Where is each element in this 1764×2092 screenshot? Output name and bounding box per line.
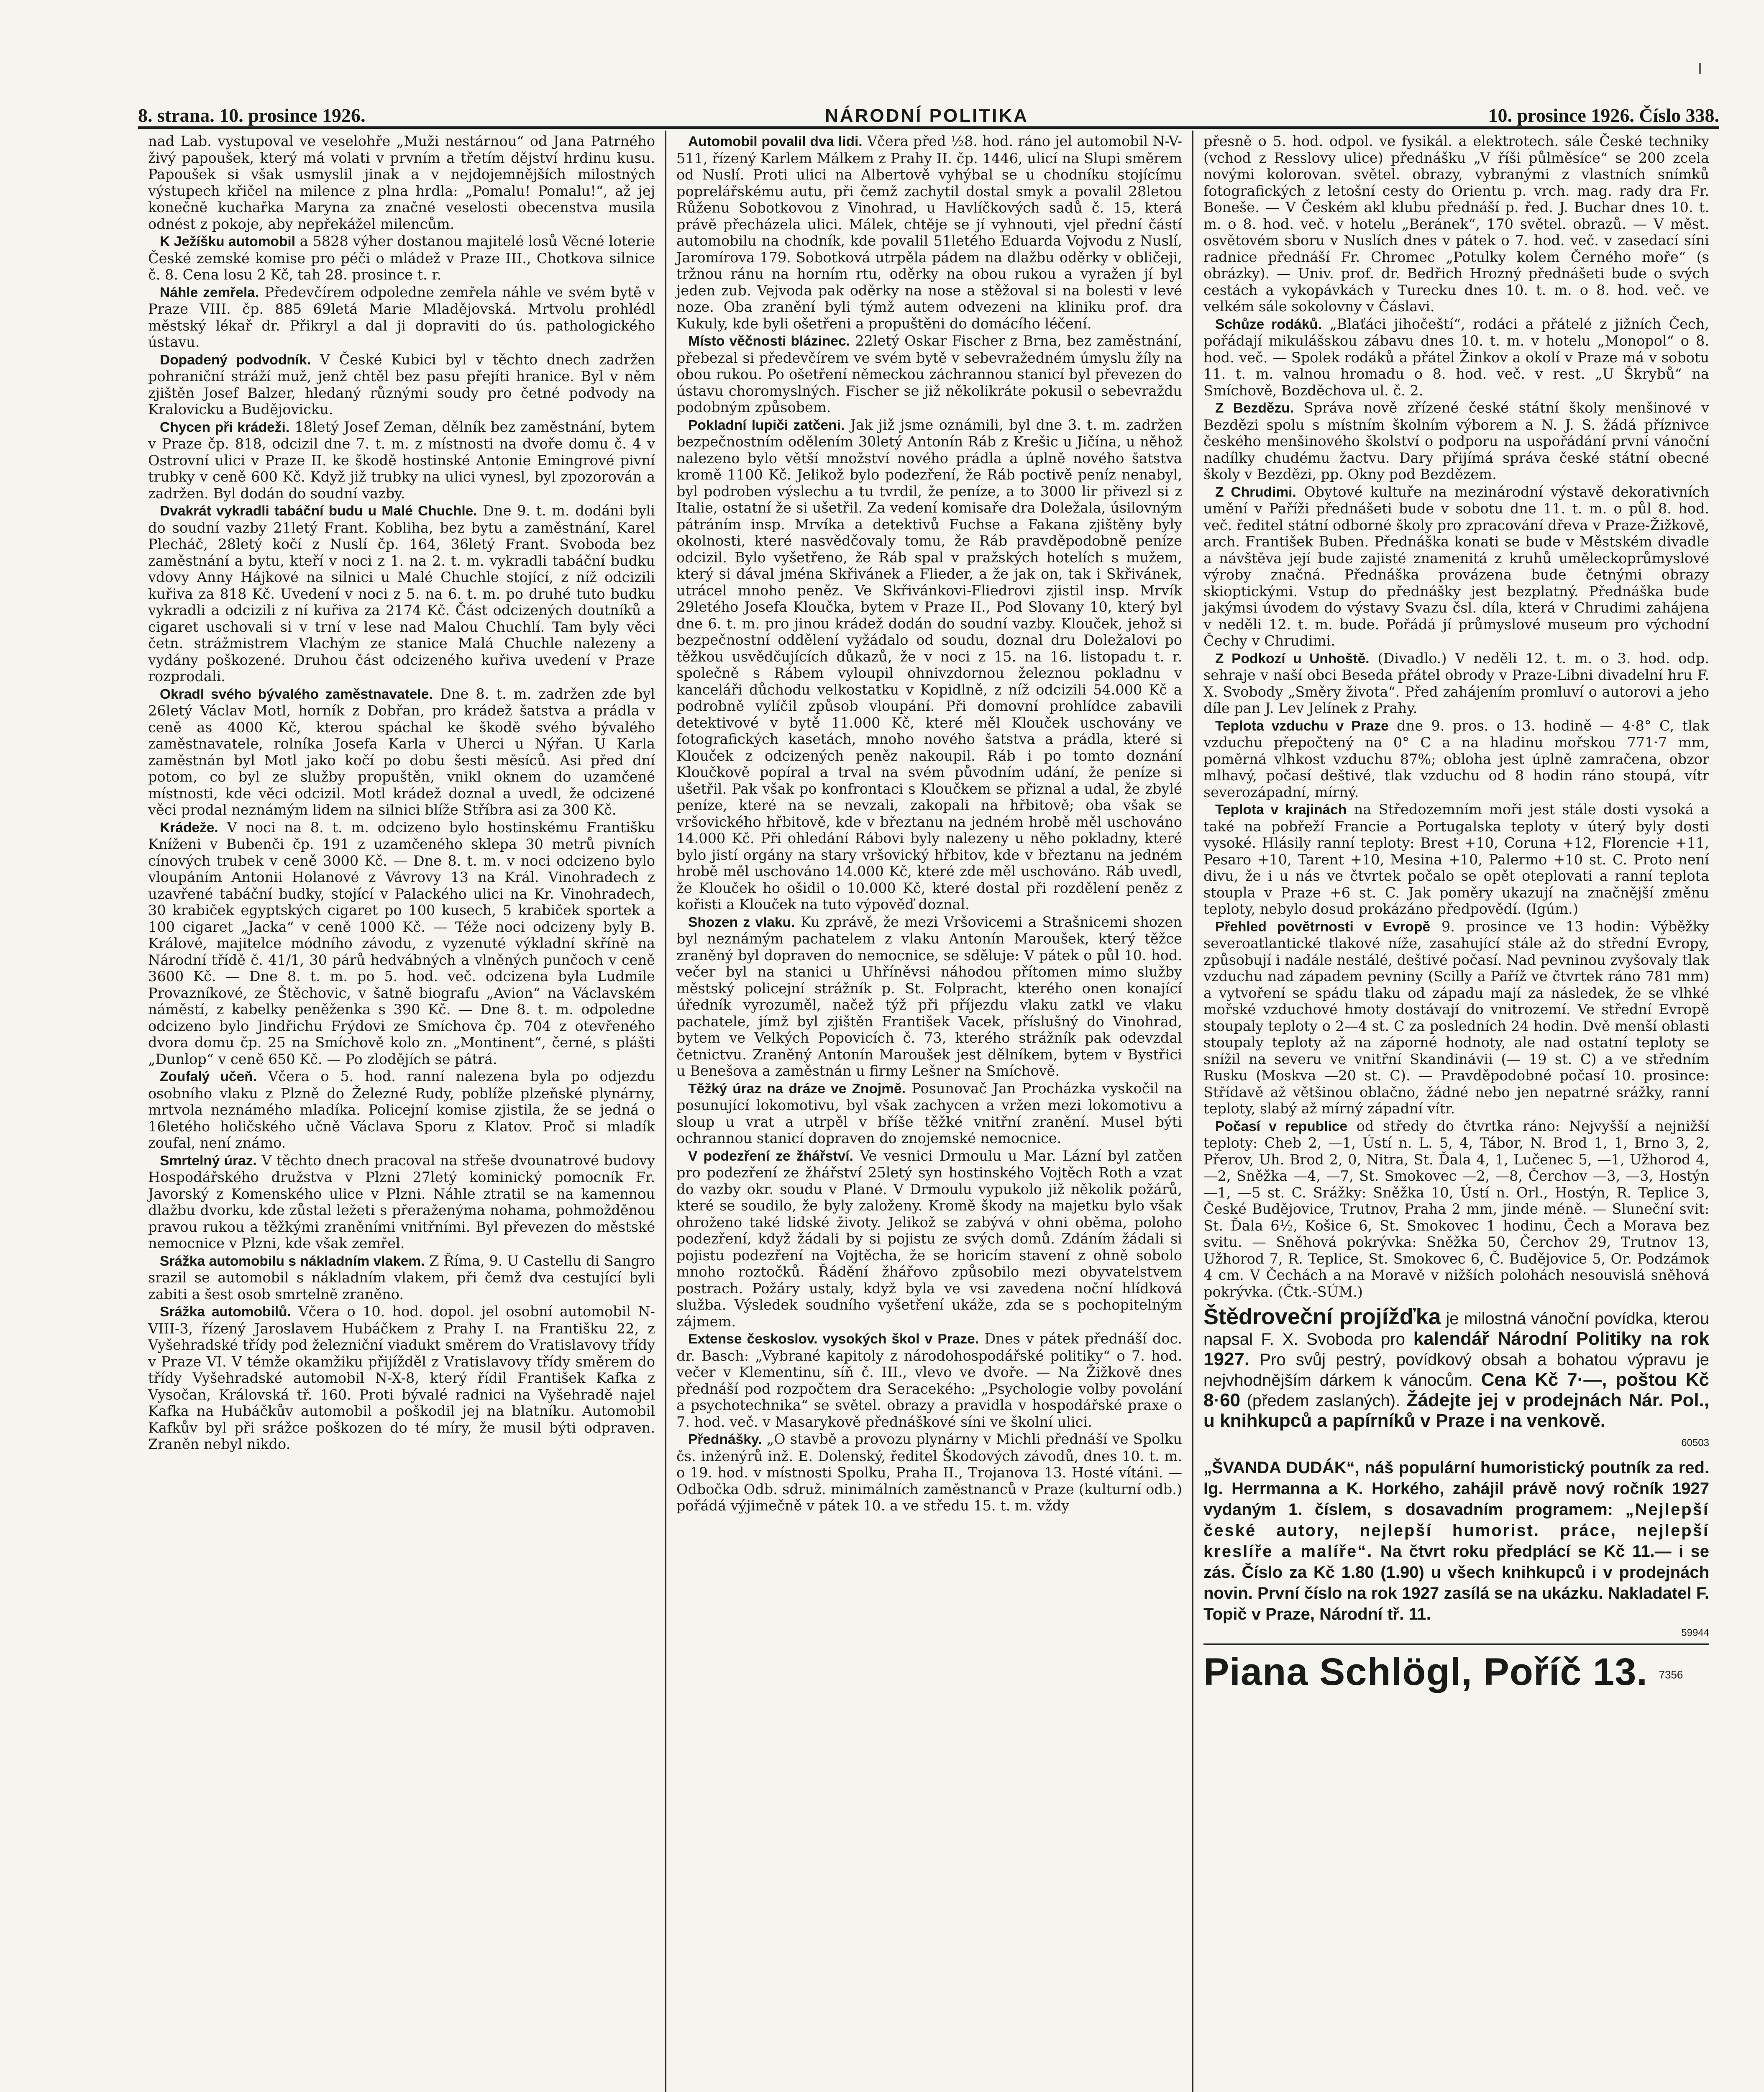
svanda-ad-p3: Na čtvrt roku předplácí se Kč 11.— i se zás. Číslo za Kč 1.80 (1.90) u všech knihkupců i v prodejnách novin. První číslo na rok 1927 zasílá se na ukázku. Nakladatel F. Topič v Praze, Národní tř. 11. xyxy=(1203,1542,1709,1623)
calendar-ad-price: Cena Kč 7·—, poštou Kč 8·60 xyxy=(1203,1369,1709,1410)
article-heading: Těžký úraz na dráze ve Znojmě. xyxy=(688,1081,906,1097)
article xyxy=(676,417,1182,913)
article xyxy=(1203,918,1709,1117)
article xyxy=(676,1080,1182,1147)
piano-ad-text: Piana Schlögl, Poříč 13. xyxy=(1203,1651,1648,1693)
article xyxy=(148,233,655,283)
calendar-ad-text-3: (předem zaslaných). xyxy=(1247,1392,1400,1410)
article-text: a 5828 výher dostanou majitelé losů Věcné loterie České zemské komise pro péči o mládež v Praze III., Chotkova silnice č. 8. Cena losu 2 Kč, tah 28. prosince t. r. xyxy=(148,233,655,283)
article-heading: Z Podkozí u Unhoště. xyxy=(1215,651,1370,667)
article-heading: Teplota vzduchu v Praze xyxy=(1215,718,1389,734)
article-text: od středy do čtvrtka ráno: Nejvyšší a nejnižší teploty: Cheb 2, —1, Ústí n. L. 5, 4, Tábor, N. Brod 1, 1, Brno 3, 2, Přerov, Uh. Brod 2, 0, Nitra, St. Ďala 4, 1, Lučenec 5, —1, Užhorod 4, —2, Sněžka —4, —7, St. Smokovec —2, —8, Čerchov —3, —3, Hostýn —1, —5 st. C. Srážky: Sněžka 10, Ústí n. Orl., Hostýn, R. Teplice 3, České Budějovice, Trutnov, Praha 2 mm, jinde méně. — Sluneční svit: St. Ďala 6½, Košice 6, St. Smokovec 1 hodinu, Čech a Morava bez svitu. — Sněhová pokrývka: Sněžka 50, Čerchov 29, Trutnov 13, Užhorod 7, R. Teplice, St. Smokovec 6, Č. Budějovice 5, Or. Podzámok 4 cm. V Čechách a na Moravě v nižších polohách nesouvislá sněhová pokrývka. (Čtk.-SÚM.) xyxy=(1203,1118,1709,1300)
article-text: 9. prosince ve 13 hodin: Výběžky severoatlantické tlakové níže, zasahující stále až do střední Evropy, způsobují i nadále nestálé, deštivé počasí. Nad pevninou zvyšovaly tlak vzduchu nad západem pevniny (Scilly a Paříž ve čtvrtek ráno 781 mm) a vytvoření se spádu tlaku od západu mají za následek, že se vlhké mořské vzduchové hmoty dostávají do vnitrozemí. Ve střední Evropě stoupaly teploty o 2—4 st. C za posledních 24 hodin. Dvě menší oblasti stoupaly teploty až na záporné hodnoty, ale nad ostatní teploty se snížil na severu ve vnitřní Skandinávii (— 19 st. C) a ve středním Rusku (Moskva —20 st. C). — Pravděpodobné počasí 10. prosince: Střídavě až většinou oblačno, žádné nebo jen nepatrné srážky, ranní teploty, slabý až mírný západní vítr. xyxy=(1203,918,1710,1117)
article-heading: K Ježíšku automobil xyxy=(160,234,296,249)
article xyxy=(148,419,655,502)
article-text: na Středozemním moři jest stále dosti vysoká a také na pobřeží Francie a Portugalska teploty v úterý byly dosti vysoké. Hlásily ranní teploty: Brest +10, Coruna +12, Florencie +11, Pesaro +10, Tarent +10, Mesina +10, Palermo +10 st. C. Proto není divu, že i u nás ve čtvrtek počalo se opět oteplovati a ranní teplota stoupla v Praze +6 st. C. Jak poměry ukazují na značnější změnu teploty, nebylo dosud prokázáno předpovědí. (Igúm.) xyxy=(1203,801,1709,917)
article-text: (Divadlo.) V neděli 12. t. m. o 3. hod. odp. sehraje v naší obci Beseda přátel obrody v Praze-Libni divadelní hru F. X. Svobody „Směry života“. Před zahájením promluví o autorovi a jeho díle pan J. Lev Jelínek z Prahy. xyxy=(1203,650,1709,716)
article xyxy=(1203,650,1709,717)
article-text: Obytové kultuře na mezinárodní výstavě dekorativních umění v Paříži přednášeti bude v sobotu dne 11. t. m. o půl 8. hod. več. ředitel státní odborné školy pro zpracování dřeva v Praze-Žižkově, arch. František Buben. Přednáška konati se bude v Městském divadle a návštěva její bude zajisté znamenitá z kruhů uměleckoprůmyslové výroby značná. Přednáška provázena bude četnými obrazy skioptickými. Vstup do přednášky jest bezplatný. Přednáška bude jakýmsi úvodem do výstavy Svazu čsl. díla, která v Chrudimi zahájena v neděli 12. t. m. bude. Pořádá jí průmyslové museum pro východní Čechy v Chrudimi. xyxy=(1203,483,1709,649)
article-heading: Počasí v republice xyxy=(1215,1118,1348,1134)
article xyxy=(1203,316,1709,399)
header-right: 10. prosince 1926. Číslo 338. xyxy=(1488,105,1719,126)
article xyxy=(1203,801,1709,918)
article-text: přesně o 5. hod. odpol. ve fysikál. a elektrotech. sále České techniky (vchod z Resslovy ulice) přednášku „V říši půlměsíce“ se 200 zcela novými kolorovan. světel. obrazy, vybranými z vlastních snímků fotografických z letošní cesty do Orientu p. vrch. mag. rady dra Fr. Boneše. — V Českém akl klubu přednáší p. řed. J. Buchar dnes 10. t. m. o 8. hod. več. v hotelu „Beránek“, 170 světel. obrazů. — V měst. osvětovém sboru v Nuslích dnes v pátek o 7. hod. več. v zasedací síni radnice přednáší Fr. Chromec „Potulky kolem Černého moře“ (s obrázky). — Univ. prof. dr. Bedřich Hrozný přednášeti bude o svých cestách a vykopávkách v Turecku dnes 10. t. m. o 8. hod. več. ve velkém sále sokolovny v Čáslavi. xyxy=(1203,133,1709,315)
article xyxy=(1203,718,1709,801)
page-header xyxy=(138,97,1719,129)
article-text: Včera o 5. hod. ranní nalezena byla po odjezdu osobního vlaku z Plzně do Železné Rudy, poblíže plzeňské plynárny, mrtvola neznámého mladíka. Policejní komise zjistila, že se jedná o 16letého holičského učně Václava Sporu z Klatov. Proč si mladík zoufal, není známo. xyxy=(148,1068,655,1151)
article xyxy=(676,133,1182,332)
article-text: Včera o 10. hod. dopol. jel osobní automobil N-VIII-3, řízený Jaroslavem Hubáčkem z Prahy I. na Františku 22, z Vyšehradské třídy pod železniční viadukt směrem do Vratislavovy třídy v Praze VI. V témže okamžiku přijížděl z Vratislavovy třídy směrem do třídy Vyšehradské automobil N-X-8, který řídil František Kafka z Vysočan, Královská tř. 160. Proti bývalé radnici na Vyšehradě najel Kafka na Hubáčkův automobil a poškodil jej na blatníku. Automobil Kafkův byl při srážce poškozen do té míry, že musil býti odpraven. Zraněn nebyl nikdo. xyxy=(148,1303,655,1452)
article xyxy=(148,1068,655,1151)
article xyxy=(676,1148,1182,1330)
article xyxy=(676,333,1182,416)
article xyxy=(148,1253,655,1303)
article xyxy=(676,1431,1182,1514)
calendar-ad-text-1: je milostná vánoční povídka, kterou napsal F. X. Svoboda pro xyxy=(1203,1310,1709,1349)
article-text: Dnes v pátek přednáší doc. dr. Basch: „Vybrané kapitoly z národohospodářské politiky“ o 7. hod. večer v Klementinu, síň č. III., vlevo ve dvoře. — Na Žižkově dnes přednáší pod rozpočtem dra Seracekého: „Psychologie volby povolání a psychotechnika“ se světel. obrazy a pravidla v hospodářské praxe o 7. hod. več. v Masarykově přednáškové síni ve školní ulici. xyxy=(676,1331,1182,1430)
article-heading: Zoufalý učeň. xyxy=(160,1069,257,1084)
article xyxy=(148,133,655,232)
article-heading: Dvakrát vykradli tabáční budu u Malé Chuchle. xyxy=(160,503,477,519)
article-heading: Smrtelný úraz. xyxy=(160,1153,257,1169)
article-heading: Srážka automobilu s nákladním vlakem. xyxy=(160,1253,425,1269)
advertisements xyxy=(1203,1304,1709,1696)
article-text: Správa nově zřízené české státní školy menšinové v Bezdězi spolu s místním školním výborem a N. J. S. žádá příznivce českého menšinového školství o podporu na uspořádání první vánoční nadílky chudému žactvu. Dary přijímá správa české státní obecné školy v Bezdězi, pp. Okny pod Bezdězem. xyxy=(1203,400,1709,482)
article-text: V noci na 8. t. m. odcizeno bylo hostinskému Františku Kníženi v Bubenči čp. 191 z uzamčeného sklepa 30 metrů pivních cínových trubek v ceně 3000 Kč. — Dne 8. t. m. v noci odcizeno bylo vloupáním Antonii Holanové z Vávrovy 13 na Král. Vinohradech z uzavřené tabáční budky, stojící v Palackého ulici na Kr. Vinohradech, 30 krabiček egyptských cigaret po 100 kusech, 5 krabiček sportek a 100 cigaret „Jacka“ v ceně 1000 Kč. — Téže noci odcizeny byly B. Králové, majitelce módního závodu, z vyzenuté výkladní skříně na Národní třídě č. 41/1, 30 párů hedvábných a vlněných punčoch v ceně 3600 Kč. — Dne 8. t. m. po 5. hod. več. odcizena byla Ludmile Provazníkové, ze Štěchovic, v šatně biografu „Avion“ na Václavském náměstí, z kabelky peněženka s 390 Kč. — Dne 8. t. m. odpoledne odcizeno bylo Jindřichu Frýdovi ze Smíchova čp. 704 z otevřeného dvora domu čp. 25 na Smíchově kolo zn. „Montinent“, černé, s plášti „Dunlop“ v ceně 650 Kč. — Po zlodějích se pátrá. xyxy=(148,819,655,1067)
article-heading: V podezření ze žhářství. xyxy=(688,1148,853,1164)
article-text: Ku zprávě, že mezi Vršovicemi a Strašnicemi shozen byl neznámým pachatelem z vlaku Antonín Maroušek, který těžce zraněný byl dopraven do nemocnice, se sděluje: V pátek o půl 10. hod. večer byl na stanici u Uhříněvsi náhodou přítomen mimo služby městský policejní strážník p. St. Folpracht, kterého onen konající úředník vyrozuměl, načež týž při příjezdu vlaku zatkl ve vlaku pachatele, jímž byl zjištěn František Vacek, příslušný do Vinohrad, bytem ve Velkých Popovicích č. 73, kterého strážník pak odevzdal četnictvu. Zraněný Antonín Maroušek jest dělníkem, bytem v Bystřici u Benešova a zaměstnán u firmy Lešner na Smíchově. xyxy=(676,913,1183,1079)
article-text: V České Kubici byl v těchto dnech zadržen pohraniční stráží muž, jenž chtěl bez pasu přejíti hranice. Byl v něm zjištěn Josef Balzer, hledaný různými soudy pro četné podvody na Kralovicku a Budějovicku. xyxy=(148,351,655,418)
article-text: „Blaťáci jihočeští“, rodáci a přátelé z jižních Čech, pořádají mikulášskou zábavu dnes 10. t. m. v hotelu „Monopol“ o 8. hod. več. — Spolek rodáků a přátel Žinkov a okolí v Praze má v sobotu 11. t. m. valnou hromadu o 8. hod. več. v rest. „U Škrybů“ na Smíchově, Bozděchova ul. č. 2. xyxy=(1203,315,1710,399)
header-left: 8. strana. 10. prosince 1926. xyxy=(138,105,366,126)
article-heading: Krádeže. xyxy=(160,820,218,836)
svanda-ad-code: 59944 xyxy=(1681,1627,1709,1638)
svanda-ad-p1: „ŠVANDA DUDÁK“, náš populární humoristický poutník za red. Ig. Herrmanna a K. Horkého, zahájil právě nový ročník 1927 vydaným 1. číslem, s dosavadním programem: xyxy=(1203,1458,1709,1519)
article-text: Ve vesnici Drmoulu u Mar. Lázní byl zatčen pro podezření ze žhářství 25letý syn hostinského Vojtěch Roth a vzat do vazby okr. soudu v Plané. V Drmoulu vypukolo již několik požárů, které se soudilo, že byly založeny. Kromě škody na majetku bylo však ohroženo také lidské životy. Jelikož se zabývá v ohni oběma, poloho podezření, když žádali by si pojistu ze svých domů. Zdáním žádali si pojistu podezření na Vojtěcha, že se horicím stavení z ohně sobolo mnoho roztočků. Řádění žhářovo způsobilo mezi obyvatelstvem postrach. Požáry ustaly, když byla ve vsi zavedena noční hlídková služba. Výsledek soudního vyšetření ukáže, zda se s pochopitelným zájmem. xyxy=(676,1147,1182,1330)
masthead-title: NÁRODNÍ POLITIKA xyxy=(825,105,1029,126)
article-heading: Schůze rodáků. xyxy=(1215,316,1322,332)
article-text: 18letý Josef Zeman, dělník bez zaměstnání, bytem v Praze čp. 818, odcizil dne 7. t. m. z místnosti na dvoře domu č. 4 v Ostrovní ulici v Praze II. ke škodě hostinské Antonie Emingrové pivní trubky v ceně 600 Kč. Když již trubky na ulici vynesl, byl zpozorován a zadržen. Byl dodán do soudní vazby. xyxy=(148,418,655,502)
calendar-ad-bold-1: kalendář Národní Politiky na rok 1927. xyxy=(1203,1328,1709,1369)
calendar-advertisement xyxy=(1203,1304,1709,1431)
column-3 xyxy=(1192,131,1719,2092)
calendar-ad-lead: Štědroveční projížďka xyxy=(1203,1304,1441,1329)
article xyxy=(1203,1118,1709,1300)
article-text: Dne 8. t. m. zadržen zde byl 26letý Václav Motl, horník z Dobřan, pro krádež šatstva a prádla v ceně as 4000 Kč, kterou spáchal ke škodě svého bývalého zaměstnavatele, rolníka Josefa Karla v Uherci u Nýřan. U Karla zaměstnán byl Motl jako kočí po dobu šesti měsíců. Asi před dní potom, co byl ze služby propuštěn, vnikl oknem do uzamčené místnosti, kde věci odcizil. Motl krádež doznal a uvedl, že odcizené věci prodal neznámým lidem na silnici blíže Stříbra asi za 300 Kč. xyxy=(148,685,655,818)
article-heading: Okradl svého bývalého zaměstnavatele. xyxy=(160,686,433,702)
column-3-articles xyxy=(1203,133,1709,1300)
article xyxy=(1203,400,1709,483)
article xyxy=(1203,133,1709,315)
columns xyxy=(138,131,1719,2092)
article-heading: Náhle zemřela. xyxy=(160,285,259,300)
calendar-ad-code: 60503 xyxy=(1681,1437,1709,1449)
article-heading: Teplota v krajinách xyxy=(1215,802,1347,818)
article-heading: Z Bezdězu. xyxy=(1215,400,1294,416)
article-text: nad Lab. vystupoval ve veselohře „Muži nestárnou“ od Jana Patrného živý papoušek, který má volati v prvním a třetím dějství hrdinu kusu. Papoušek si však usmyslil jinak a v nejdojemnějších milostných výstupech křičel na milence z plna hrdla: „Pomalu! Pomalu!“, až jej konečně kuchařka Maryna za značné veselosti obecenstva musila odnést z pokoje, aby nepřekážel milencům. xyxy=(148,133,655,232)
article-heading: Automobil povalil dva lidi. xyxy=(688,134,863,149)
article xyxy=(148,284,655,351)
article-heading: Místo věčnosti blázinec. xyxy=(688,333,850,349)
svanda-dudak-advertisement xyxy=(1203,1457,1709,1625)
article-heading: Extense českoslov. vysokých škol v Praze. xyxy=(688,1331,979,1347)
article xyxy=(148,351,655,418)
svanda-ad-p2: „Nejlepší české autory, nejlepší humorist. práce, nejlepší kreslíře a malíře“. xyxy=(1203,1500,1709,1561)
article xyxy=(676,914,1182,1079)
article-text: 22letý Oskar Fischer z Brna, bez zaměstnání, přebezal si předevčírem ve svém bytě v sebevražedném úmyslu žíly na obou rukou. Po ošetření německou záchrannou stanicí byl převezen do ústavu choromyslných. Fischer se již několikráte pokusil o sebevraždu podobným způsobem. xyxy=(676,333,1182,415)
calendar-ad-bold-3: Žádejte jej v prodejnách Nár. Pol., u knihkupců a papírníků v Praze i na venkově. xyxy=(1203,1390,1709,1431)
article xyxy=(148,686,655,818)
article-text: V těchto dnech pracoval na střeše dvounatrové budovy Hospodářského družstva v Plzni 27letý kominický pomocník Fr. Javorský z Komenského ulice v Plzni. Náhle ztratil se na kamennou dlažbu dvorku, kde zůstal ležeti s přeraženýma nohama, pohmožděnou pravou rukou a těžkými zraněními vnitřními. Byl převezen do městské nemocnice v Plzni, kde však zemřel. xyxy=(148,1152,655,1251)
scan-mark xyxy=(1699,63,1701,74)
article xyxy=(148,819,655,1068)
article-text: dne 9. pros. o 13. hodině — 4·8° C, tlak vzduchu přepočtený na 0° C a na hladinu mořskou 771·7 mm, poměrná vlhkost vzduchu 87%; obloha jest úplně zamračena, obzor mlhavý, počasí deštivé, tlak vzduchu od 8 hodin ráno stoupá, vítr severozápadní, mírný. xyxy=(1203,717,1709,800)
article-text: „O stavbě a provozu plynárny v Michli přednáší ve Spolku čs. inženýrů inž. E. Dolenský, ředitel Škodových závodů, dnes 10. t. m. o 19. hod. v místnosti Spolku, Praha II., Trojanova 13. Hosté vítáni. — Odbočka Odb. sdruž. minimálních zaměstnanců v Praze (kulturní odb.) pořádá výjimečně v pátek 10. a ve středu 15. t. m. vždy xyxy=(676,1431,1182,1514)
article-heading: Pokladní lupiči zatčeni. xyxy=(688,417,845,433)
article xyxy=(148,1303,655,1453)
article-heading: Přehled povětrnosti v Evropě xyxy=(1215,919,1431,935)
article-heading: Přednášky. xyxy=(688,1432,762,1447)
calendar-ad-text-2: Pro svůj pestrý, povídkový obsah a bohatou výpravu je nejvhodnějším dárkem k vánocům. xyxy=(1203,1351,1709,1390)
article-text: Jak již jsme oznámili, byl dne 3. t. m. zadržen bezpečnostním odělením 30letý Antonín Ráb z Krešic u Jičína, u něhož nalezeno bylo větší množství nového prádla a úplně nového šatstva kromě 1100 Kč. Jelikož bylo podezření, že Ráb poctivě peníz nenabyl, byl podroben výslechu a tu tvrdil, že peníze, a to 3000 lir přivezl si z Italie, ostatní že si ušetřil. Za vedení komisaře dra Doležala, úsilovným pátráním insp. Mrvíka a detektivů Fuchse a Fakana zjištěny byly okolnosti, které nasvědčovaly tomu, že Ráb pravděpodobně peníze odcizil. Bylo vyšetřeno, že Ráb spal v pražských hotelích s mužem, který si dával jména Skřivánek a Flieder, a že jak on, tak i Skřivánek, utrácel mnoho peněz. Ve Skřivánkovi-Fliedrovi zjistil insp. Mrvík 29letého Josefa Kloučka, bytem v Praze II., Pod Slovany 10, který byl dne 6. t. m. pro jinou krádež dodán do soudní vazby. Klouček, jehož si bezpečnostní oddělení vyžádalo od soudu, doznal dru Doležalovi po těžkou usvědčujících důkazů, že v noci z 15. na 16. listopadu t. r. společně s Rábem vyloupil ohnivzdornou železnou pokladnu v kanceláři důchodu velkostatku v Kopidlně, z níž odcizili 54.000 Kč a podrobně vylíčil způsob vloupání. Při domovní prohlídce zabavili detektivové v bytě 11.000 Kč, které měl Klouček uschovány ve fotografických kasetách, mnoho nového šatstva a prádla, které si Klouček z odcizených peněz nakoupil. Ráb i po tomto doznání Kloučkově popíral a trval na svém původním udání, že peníze si ušetřil. Pak však po konfrontaci s Kloučkem se přiznal a udal, že zbylé peníze, které na se nevzali, zakopali na hřbitově; oba však se vršovického hřbitově, kde v březtanu na jedném hrobě měl uschováno 14.000 Kč. Při ohledání Rábovi byly nalezeny u něho pokladny, které bylo jistí orgány na stary vršovický hřbitov, kde v březtanu na jedném hrobě měl uschováno 14.000 Kč, které zde měl uschováno. Ráb uvedl, že Klouček ho ošidil o 10.000 Kč, které dostal při rozdělení peněz z kořisti a Klouček na tuto výpověď doznal. xyxy=(676,416,1182,913)
article-heading: Srážka automobilů. xyxy=(160,1304,291,1320)
article xyxy=(1203,484,1709,649)
article-heading: Shozen z vlaku. xyxy=(688,914,795,930)
article-text: Včera před ½8. hod. ráno jel automobil N-V-511, řízený Karlem Málkem z Prahy II. čp. 1446, ulicí na Slupi směrem od Nuslí. Proti ulici na Albertově vyhýbal se u chodníku stojícímu poprelářskému autu, při čemž zachytil dostal smyk a povalil 28letou Růženu Sobotkovou z Vinohrad, u Havlíčkových sadů č. 15, která právě přecházela ulici. Málek, chtěje se jí vyhnouti, vjel přední částí automobilu na chodník, kde povalil 51letého Eduarda Vojvodu z Nuslí, Jaromírova 179. Sobotková utrpěla pádem na dlažbu oděrky v obličeji, tržnou ránu na horním rtu, oděrky na obou rukou a vyražen jí byl jeden zub. Vejvoda pak oděrky na nose a stěžoval si na bolesti v levé noze. Oba zranění byli týmž autem odvezeni na kliniku prof. dra Kukuly, kde byli ošetřeni a propuštěni do domácího léčení. xyxy=(676,133,1182,332)
article-text: Dne 9. t. m. dodáni byli do soudní vazby 21letý Frant. Kobliha, bez bytu a zaměstnání, Karel Plecháč, 28letý kočí z Nuslí čp. 164, 36letý Frant. Svoboda bez zaměstnání a bytu, kteří v noci z 1. na 2. t. m. vykradli tabáční budku vdovy Anny Hájkové na silnici u Malé Chuchle stojící, z níž odcizili kuřiva za 818 Kč. Uvedení v noci z 5. na 6. t. m. po druhé tuto budku vykradli a odcizili z ní kuřiva za 2174 Kč. Část odcizených doutníků a cigaret uschovali si v trní v lese nad Malou Chuchlí. Tam byly věci četn. strážmistrem Vlachým ze stanice Malá Chuchle nalezeny a vydány poškozené. Druhou část odcizeného kuřiva uvedení v Praze rozprodali. xyxy=(148,502,655,685)
article-heading: Dopadený podvodník. xyxy=(160,352,311,368)
article-text: Předevčírem odpoledne zemřela náhle ve svém bytě v Praze VIII. čp. 885 69letá Marie Mladějovská. Mrtvolu prohlédl městský lékař dr. Přikryl a dal ji dopraviti do ús. pathologického ústavu. xyxy=(148,284,655,350)
article-text: Z Říma, 9. U Castellu di Sangro srazil se automobil s nákladním vlakem, při čemž dva cestující byli zabiti a šest osob smrtelně zraněno. xyxy=(148,1252,655,1302)
column-1 xyxy=(138,131,665,2092)
piano-advertisement xyxy=(1203,1643,1709,1696)
article xyxy=(676,1331,1182,1430)
article-heading: Chycen při krádeži. xyxy=(160,419,290,435)
article xyxy=(148,1152,655,1252)
column-2 xyxy=(665,131,1192,2092)
article-text: Posunovač Jan Procházka vyskočil na posunující lokomotivu, byl však zachycen a vržen mezi lokomotivu a sloup u vrat a utrpěl v bříše těžké vnitřní zranění. Musel býti ochrannou stanicí dopraven do znojemské nemocnice. xyxy=(676,1080,1182,1146)
article xyxy=(148,502,655,685)
piano-ad-code: 7356 xyxy=(1659,1668,1683,1681)
article-heading: Z Chrudimi. xyxy=(1215,484,1296,500)
